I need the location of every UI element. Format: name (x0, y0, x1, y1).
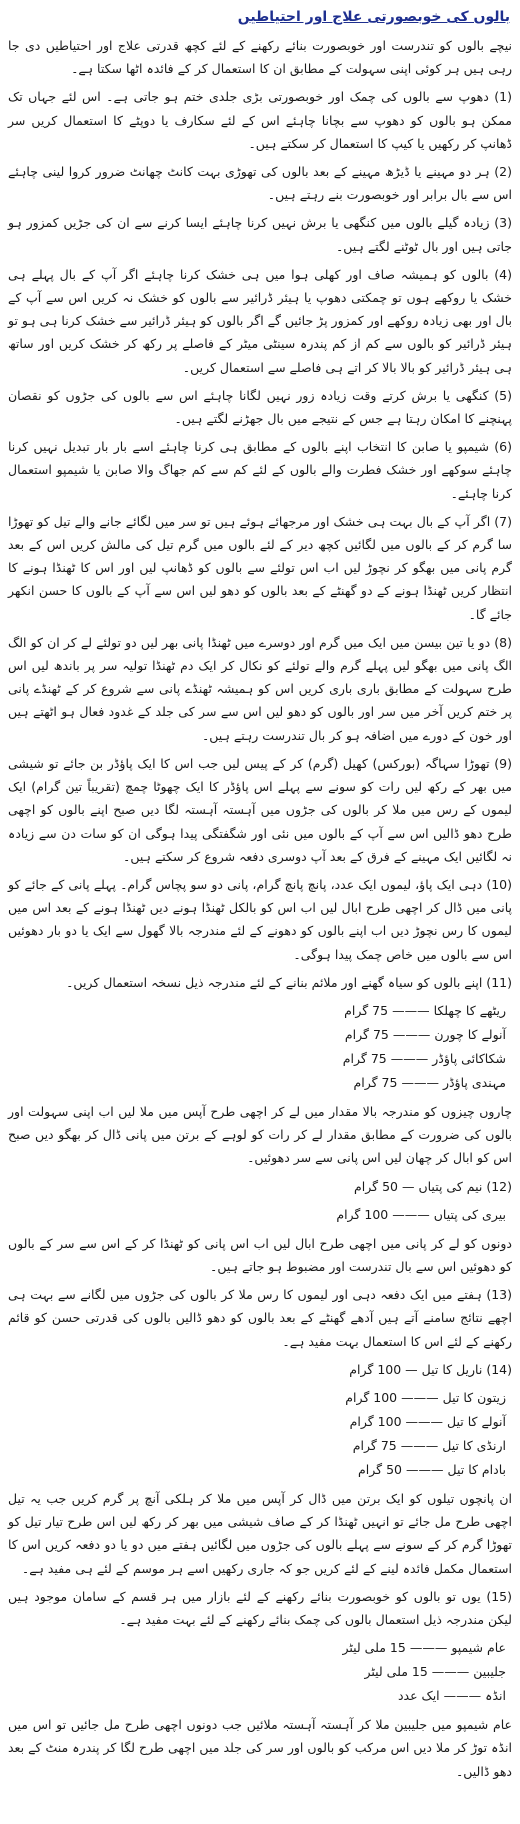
separator-dash: ——— (392, 1002, 430, 1018)
ingredient-name: آنولے کا چورن (434, 1026, 506, 1042)
ingredient-item (8, 999, 506, 1023)
numbered-paragraph: (10) دہی ایک پاؤ، لیموں ایک عدد، پانچ پانچ گرام، پانی دو سو پچاس گرام۔ پہلے پانی کے جائے کو پانی میں ڈال کر اچھی طرح ابال لیں اب اس کو بالکل ٹھنڈا ہونے دیں ٹھنڈا ہونے کے بعد اس میں لیموں کا رس نچوڑ دیں اب اپنے بالوں کو دھونے کے لئے مندرجہ بالا گھول سے ایک یا دو بار دھوئیں اس سے بالوں میں خاص چمک پیدا ہوگی۔ (8, 876, 512, 962)
numbered-paragraph: (13) ہفتے میں ایک دفعہ دہی اور لیموں کا رس ملا کر بالوں کی جڑوں میں لگانے سے بہت ہی اچھے نتائج سامنے آتے ہیں آدھے گھنٹے کے بعد بالوں کو دھو ڈالیں بالوں کی قدرتی حسن کو قائم رکھنے کے لئے اس کا استعمال بہت مفید ہے۔ (8, 1287, 512, 1349)
separator-dash: ——— (409, 1640, 448, 1656)
ingredient-name: شکاکائی پاؤڈر (432, 1050, 506, 1066)
numbered-paragraph: (9) تھوڑا سہاگہ (بورکس) کھیل (گرم) کر کے پیس لیں جب اس کا ایک پاؤڈر بن جائے تو شیشی میں بھر کے رکھ لیں رات کو سونے سے پہلے اس پاؤڈر کا ایک چھوٹا چمچ (تقریباً تین گرام) ایک لیموں کے رس میں ملا کر بالوں کی جڑوں میں آہستہ آہستہ لگا دیں صبح اپنے بالوں کو اچھی طرح دھو ڈالیں اس سے آپ کے بالوں میں نئی اور شگفتگی پیدا ہوگی ان کو سات دن سے زیادہ نہ لگائیں ایک مہینے کے فرق کے بعد آپ دوسری دفعہ شروع کر سکتے ہیں۔ (8, 755, 512, 864)
ingredient-list (8, 999, 512, 1095)
ingredient-quantity: 15 ملی لیٹر (364, 1664, 428, 1680)
separator-dash: ——— (406, 1461, 444, 1477)
ingredient-item (8, 1458, 506, 1482)
ingredient-quantity: 75 گرام (353, 1074, 398, 1090)
numbered-paragraph: (15) یوں تو بالوں کو خوبصورت بنائے رکھنے کے لئے بازار میں ہر قسم کے سامان موجود ہیں لیکن مندرجہ ذیل استعمال بالوں کی چمک بنائے رکھنے کے لئے بہت مفید ہے۔ (8, 1588, 512, 1627)
ingredient-name: انڈہ (485, 1688, 506, 1704)
ingredient-name: بادام کا تیل (447, 1461, 506, 1477)
ingredient-quantity: 75 گرام (342, 1050, 387, 1066)
numbered-paragraph: (4) بالوں کو ہمیشہ صاف اور کھلی ہوا میں ہی خشک کرنا چاہئے اگر آپ کے بال پہلے ہی خشک یا روکھے ہوں تو چمکتی دھوپ یا ہیئر ڈرائیر سے بالوں کو خشک نہ کریں اس سے آپ کے بال اور بھی زیادہ روکھے اور کمزور پڑ جائیں گے اگر بالوں کو ہیئر ڈرائیر سے خشک کرنا ہی ہو تو ہیئر ڈرائیر کو بالوں سے کم از کم پندرہ سینٹی میٹر کے فاصلے پر رکھ کر خشک کریں اور ساتھ ہی ہیئر ڈرائیر کو بالا بالا کر اتے ہی فاصلے سے استعمال کریں۔ (8, 266, 512, 375)
separator-dash: ——— (390, 1050, 429, 1066)
numbered-paragraph: دونوں کو لے کر پانی میں اچھی طرح ابال لیں اب اس پانی کو ٹھنڈا کر کے اس سے سر کے بالوں کو دھوئیں اس سے بال تندرست اور مضبوط ہو جاتے ہیں۔ (8, 1235, 512, 1274)
numbered-paragraph: (2) ہر دو مہینے یا ڈیڑھ مہینے کے بعد بالوں کی تھوڑی بہت کانٹ چھانٹ ضرور کروا لینی چاہئے اس سے بال برابر اور خوبصورت بنے رہتے ہیں۔ (8, 164, 512, 203)
ingredient-item (8, 1684, 506, 1708)
ingredient-quantity: 100 گرام (345, 1389, 398, 1405)
numbered-paragraph: (11) اپنے بالوں کو سیاہ گھنے اور ملائم بنانے کے لئے مندرجہ ذیل نسخہ استعمال کریں۔ (66, 974, 512, 990)
ingredient-quantity: 75 گرام (352, 1437, 397, 1453)
numbered-paragraph: (6) شیمپو یا صابن کا انتخاب اپنے بالوں کے مطابق ہی کرنا چاہئے اسے بار بار تبدیل نہیں کرنا چاہئے سوکھے اور خشک فطرت والے بالوں کے لئے کم سے کم جھاگ والا صابن یا شیمپو استعمال کرنا چاہئے۔ (8, 439, 512, 501)
page-title: بالوں کی خوبصورتی علاج اور احتیاطیں (237, 9, 510, 25)
ingredient-name: ریٹھے کا چھلکا (433, 1002, 506, 1018)
ingredient-item (8, 1386, 506, 1410)
ingredient-list (8, 1386, 512, 1482)
ingredient-item (8, 1047, 506, 1071)
ingredient-name: زیتون کا تیل (442, 1389, 506, 1405)
ingredient-name: مہندی پاؤڈر (442, 1074, 506, 1090)
ingredient-quantity: 75 گرام (344, 1026, 389, 1042)
ingredient-item (8, 1660, 506, 1684)
separator-dash: ——— (431, 1664, 470, 1680)
ingredient-item (8, 1636, 506, 1660)
separator-dash: ——— (401, 1389, 439, 1405)
separator-dash: ——— (443, 1688, 482, 1704)
ingredient-list (8, 1636, 512, 1708)
ingredient-name: جلیبین (473, 1664, 506, 1680)
numbered-paragraph: (12) نیم کی پتیاں — 50 گرام (354, 1178, 512, 1194)
numbered-paragraph: (8) دو یا تین بیسن میں ایک میں گرم اور دوسرے میں ٹھنڈا پانی بھر لیں دو تولئے لے کر ان کو الگ الگ پانی میں بھگو لیں پہلے گرم والے تولئے کو نکال کر ایک دم ٹھنڈا تولیہ سر پر باندھ لیں اس طرح سہولت کے مطابق باری باری کریں اس کو ہمیشہ ٹھنڈے پانی سے شروع کر کے ٹھنڈے پانی پر ختم کریں آخر میں سر اور بالوں کو دھو لیں اس سے سر کی جلد کے غدود فعال ہو اٹھتے ہیں اور خون کے دورے میں اضافہ ہو کر بال تندرست رہتے ہیں۔ (8, 634, 512, 743)
ingredient-name: ارنڈی کا تیل (442, 1437, 506, 1453)
ingredient-quantity: 100 گرام (336, 1206, 389, 1222)
numbered-paragraph: ان پانچوں تیلوں کو ایک برتن میں ڈال کر آپس میں ملا کر ہلکی آنچ پر گرم کریں جب یہ تیل اچھی طرح مل جائے تو انہیں ٹھنڈا کر کے صاف شیشی میں بھر کر رکھ لیں اس طرح تیار تیل کو تھوڑا گرم کر کے سونے سے پہلے بالوں کی جڑوں میں لگائیں ہفتے میں دو یا دو دفعہ کریں اس کا استعمال مکمل فائدہ لینے کے لئے کریں جو کہ جاری رکھیں اسے ہر موسم کے لئے ہی مفید ہے۔ (8, 1490, 512, 1576)
numbered-paragraph: (3) زیادہ گیلے بالوں میں کنگھی یا برش نہیں کرنا چاہئے ایسا کرنے سے ان کی جڑیں کمزور ہو جاتی ہیں اور بال ٹوٹنے لگتے ہیں۔ (8, 215, 512, 254)
separator-dash: ——— (392, 1206, 430, 1222)
intro-paragraph: نیچے بالوں کو تندرست اور خوبصورت بنائے رکھنے کے لئے کچھ قدرتی علاج اور احتیاطیں دی جا رہی ہیں ہر کوئی اپنی سہولت کے مطابق ان کا استعمال کر کے فائدہ اٹھا سکتا ہے۔ (8, 38, 512, 77)
ingredient-item (8, 1410, 506, 1434)
ingredient-quantity: 100 گرام (349, 1413, 402, 1429)
ingredient-quantity: 15 ملی لیٹر (342, 1640, 406, 1656)
ingredient-quantity: 75 گرام (344, 1002, 389, 1018)
numbered-paragraph: عام شیمپو میں جلیبین ملا کر آہستہ آہستہ ملائیں جب دونوں اچھی طرح مل جائیں تو اس میں انڈہ توڑ کر ملا دیں اس مرکب کو بالوں اور سر کی جلد میں اچھی طرح لگا کر پندرہ منٹ کے بعد دھو ڈالیں۔ (8, 1717, 512, 1779)
ingredient-list (8, 1203, 512, 1227)
article-body (8, 85, 512, 1782)
ingredient-name: بیری کی پتیاں (433, 1206, 506, 1222)
numbered-paragraph: (5) کنگھی یا برش کرتے وقت زیادہ زور نہیں لگانا چاہئے اس سے بالوں کی جڑوں کو نقصان پہنچنے کا امکان رہتا ہے جس کے نتیجے میں بال جھڑنے لگتے ہیں۔ (8, 387, 512, 427)
separator-dash: ——— (405, 1413, 444, 1429)
ingredient-item (8, 1023, 506, 1047)
ingredient-item (8, 1434, 506, 1458)
numbered-paragraph: (14) ناریل کا تیل — 100 گرام (349, 1361, 512, 1377)
ingredient-name: آنولے کا تیل (447, 1413, 506, 1429)
separator-dash: ——— (401, 1074, 439, 1090)
ingredient-quantity: ایک عدد (397, 1688, 440, 1704)
ingredient-item (8, 1071, 506, 1095)
ingredient-name: عام شیمپو (451, 1640, 506, 1656)
separator-dash: ——— (392, 1026, 431, 1042)
numbered-paragraph: چاروں چیزوں کو مندرجہ بالا مقدار میں لے کر اچھی طرح آپس میں ملا لیں اب اپنی سہولت اور بالوں کی ضرورت کے مطابق مقدار لے کر رات کو لوہے کے برتن میں پانی ڈال کر بھگو دیں صبح اس کو ابال کر چھان لیں اس پانی سے سر دھوئیں۔ (8, 1103, 512, 1166)
ingredient-quantity: 50 گرام (358, 1461, 402, 1477)
separator-dash: ——— (400, 1437, 439, 1453)
ingredient-item (8, 1203, 506, 1227)
numbered-paragraph: (1) دھوپ سے بالوں کی چمک اور خوبصورتی بڑی جلدی ختم ہو جاتی ہے۔ اس لئے جہاں تک ممکن ہو بالوں کو دھوپ سے بچانا چاہئے اس کے لئے سکارف یا دوپٹے کا استعمال کریں سر ڈھانپ کر رکھیں یا کیپ کا استعمال کر سکتے ہیں۔ (8, 89, 512, 151)
numbered-paragraph: (7) اگر آپ کے بال بہت ہی خشک اور مرجھائے ہوئے ہیں تو سر میں لگائے جانے والے تیل کو تھوڑا سا گرم کر کے بالوں میں لگائیں کچھ دیر کے لئے بالوں میں گرم تیل کی مالش کریں اس کے بعد گرم پانی میں بھگو کر نچوڑ لیں اب اس تولئے سے بالوں کو ڈھانپ لیں اور اس کا ٹھنڈا ہونے کا انتظار کریں ٹھنڈا ہونے کے دو گھنٹے کے بعد بالوں کو دھو لیں اس سے آپ کے بالوں کا حسن انکھر جائے گا۔ (8, 513, 512, 622)
